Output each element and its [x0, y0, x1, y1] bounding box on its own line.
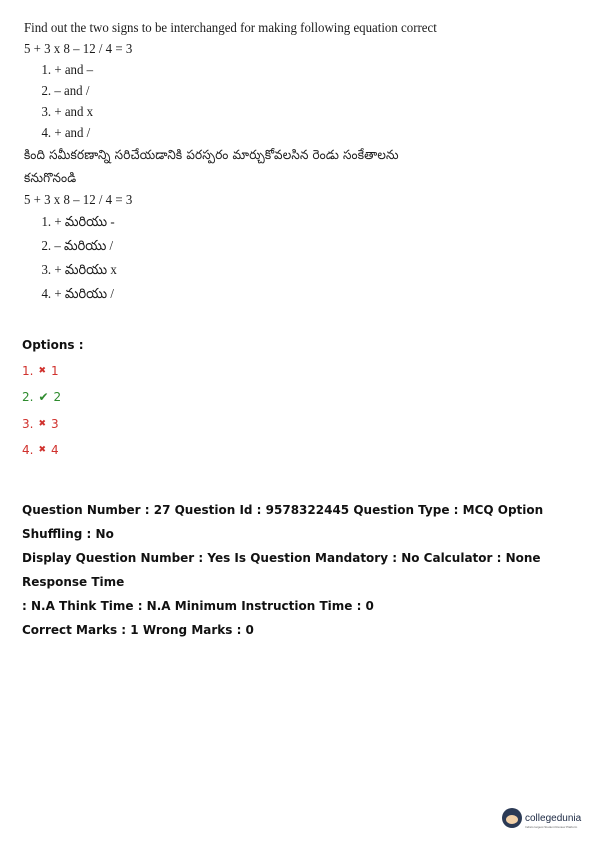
question-equation-english: 5 + 3 x 8 – 12 / 4 = 3 — [24, 42, 133, 57]
option-number: 3. — [22, 417, 34, 431]
choice-english-3: 3. + and x — [41, 105, 94, 120]
brand-name: collegedunia — [525, 813, 582, 824]
check-icon: ✔ — [38, 390, 49, 404]
metadata-line: Question Number : 27 Question Id : 9578322445 Question Type : MCQ Option Shuffling : No — [22, 503, 544, 541]
option-number: 1. — [22, 364, 34, 378]
choice-english-2: 2. – and / — [41, 84, 90, 99]
option-label: 4 — [51, 443, 59, 457]
brand-text — [525, 806, 581, 829]
question-equation-telugu: 5 + 3 x 8 – 12 / 4 = 3 — [24, 193, 133, 208]
options-heading: Options : — [22, 338, 84, 352]
choice-english-1: 1. + and – — [41, 63, 94, 78]
choice-telugu-3: 3. + మరియు x — [41, 263, 117, 278]
choice-telugu-4: 4. + మరియు / — [41, 287, 114, 302]
question-metadata — [22, 498, 582, 642]
option-1 — [22, 364, 59, 378]
option-2 — [22, 390, 61, 404]
question-image — [24, 18, 438, 307]
option-4 — [22, 443, 59, 457]
option-number: 2. — [22, 390, 34, 404]
metadata-line: : N.A Think Time : N.A Minimum Instruction Time : 0 — [22, 599, 374, 613]
option-label: 1 — [51, 364, 59, 378]
metadata-line: Display Question Number : Yes Is Question Mandatory : No Calculator : None Response Time — [22, 551, 541, 589]
choice-english-4: 4. + and / — [41, 126, 91, 141]
option-number: 4. — [22, 443, 34, 457]
question-prompt-telugu-line1: కింది సమీకరణాన్ని సరిచేయడానికి పరస్పరం మార్చుకోవలసిన రెండు సంకేతాలను — [24, 148, 399, 163]
brand-tagline: India's largest Student Review Platform — [525, 825, 578, 829]
option-label: 3 — [51, 417, 59, 431]
option-label: 2 — [53, 390, 62, 404]
cross-icon: ✖ — [38, 366, 46, 376]
graduate-mascot-icon — [502, 808, 522, 828]
question-prompt-telugu-line2: కనుగొనండి — [24, 171, 77, 186]
brand-logo — [502, 806, 581, 829]
cross-icon: ✖ — [38, 445, 46, 455]
cross-icon: ✖ — [38, 419, 46, 429]
option-3 — [22, 417, 59, 431]
marks-line: Correct Marks : 1 Wrong Marks : 0 — [22, 623, 254, 637]
question-prompt-english: Find out the two signs to be interchanged for making following equation correct — [24, 21, 437, 36]
choice-telugu-1: 1. + మరియు - — [41, 215, 115, 230]
choice-telugu-2: 2. – మరియు / — [41, 239, 114, 254]
